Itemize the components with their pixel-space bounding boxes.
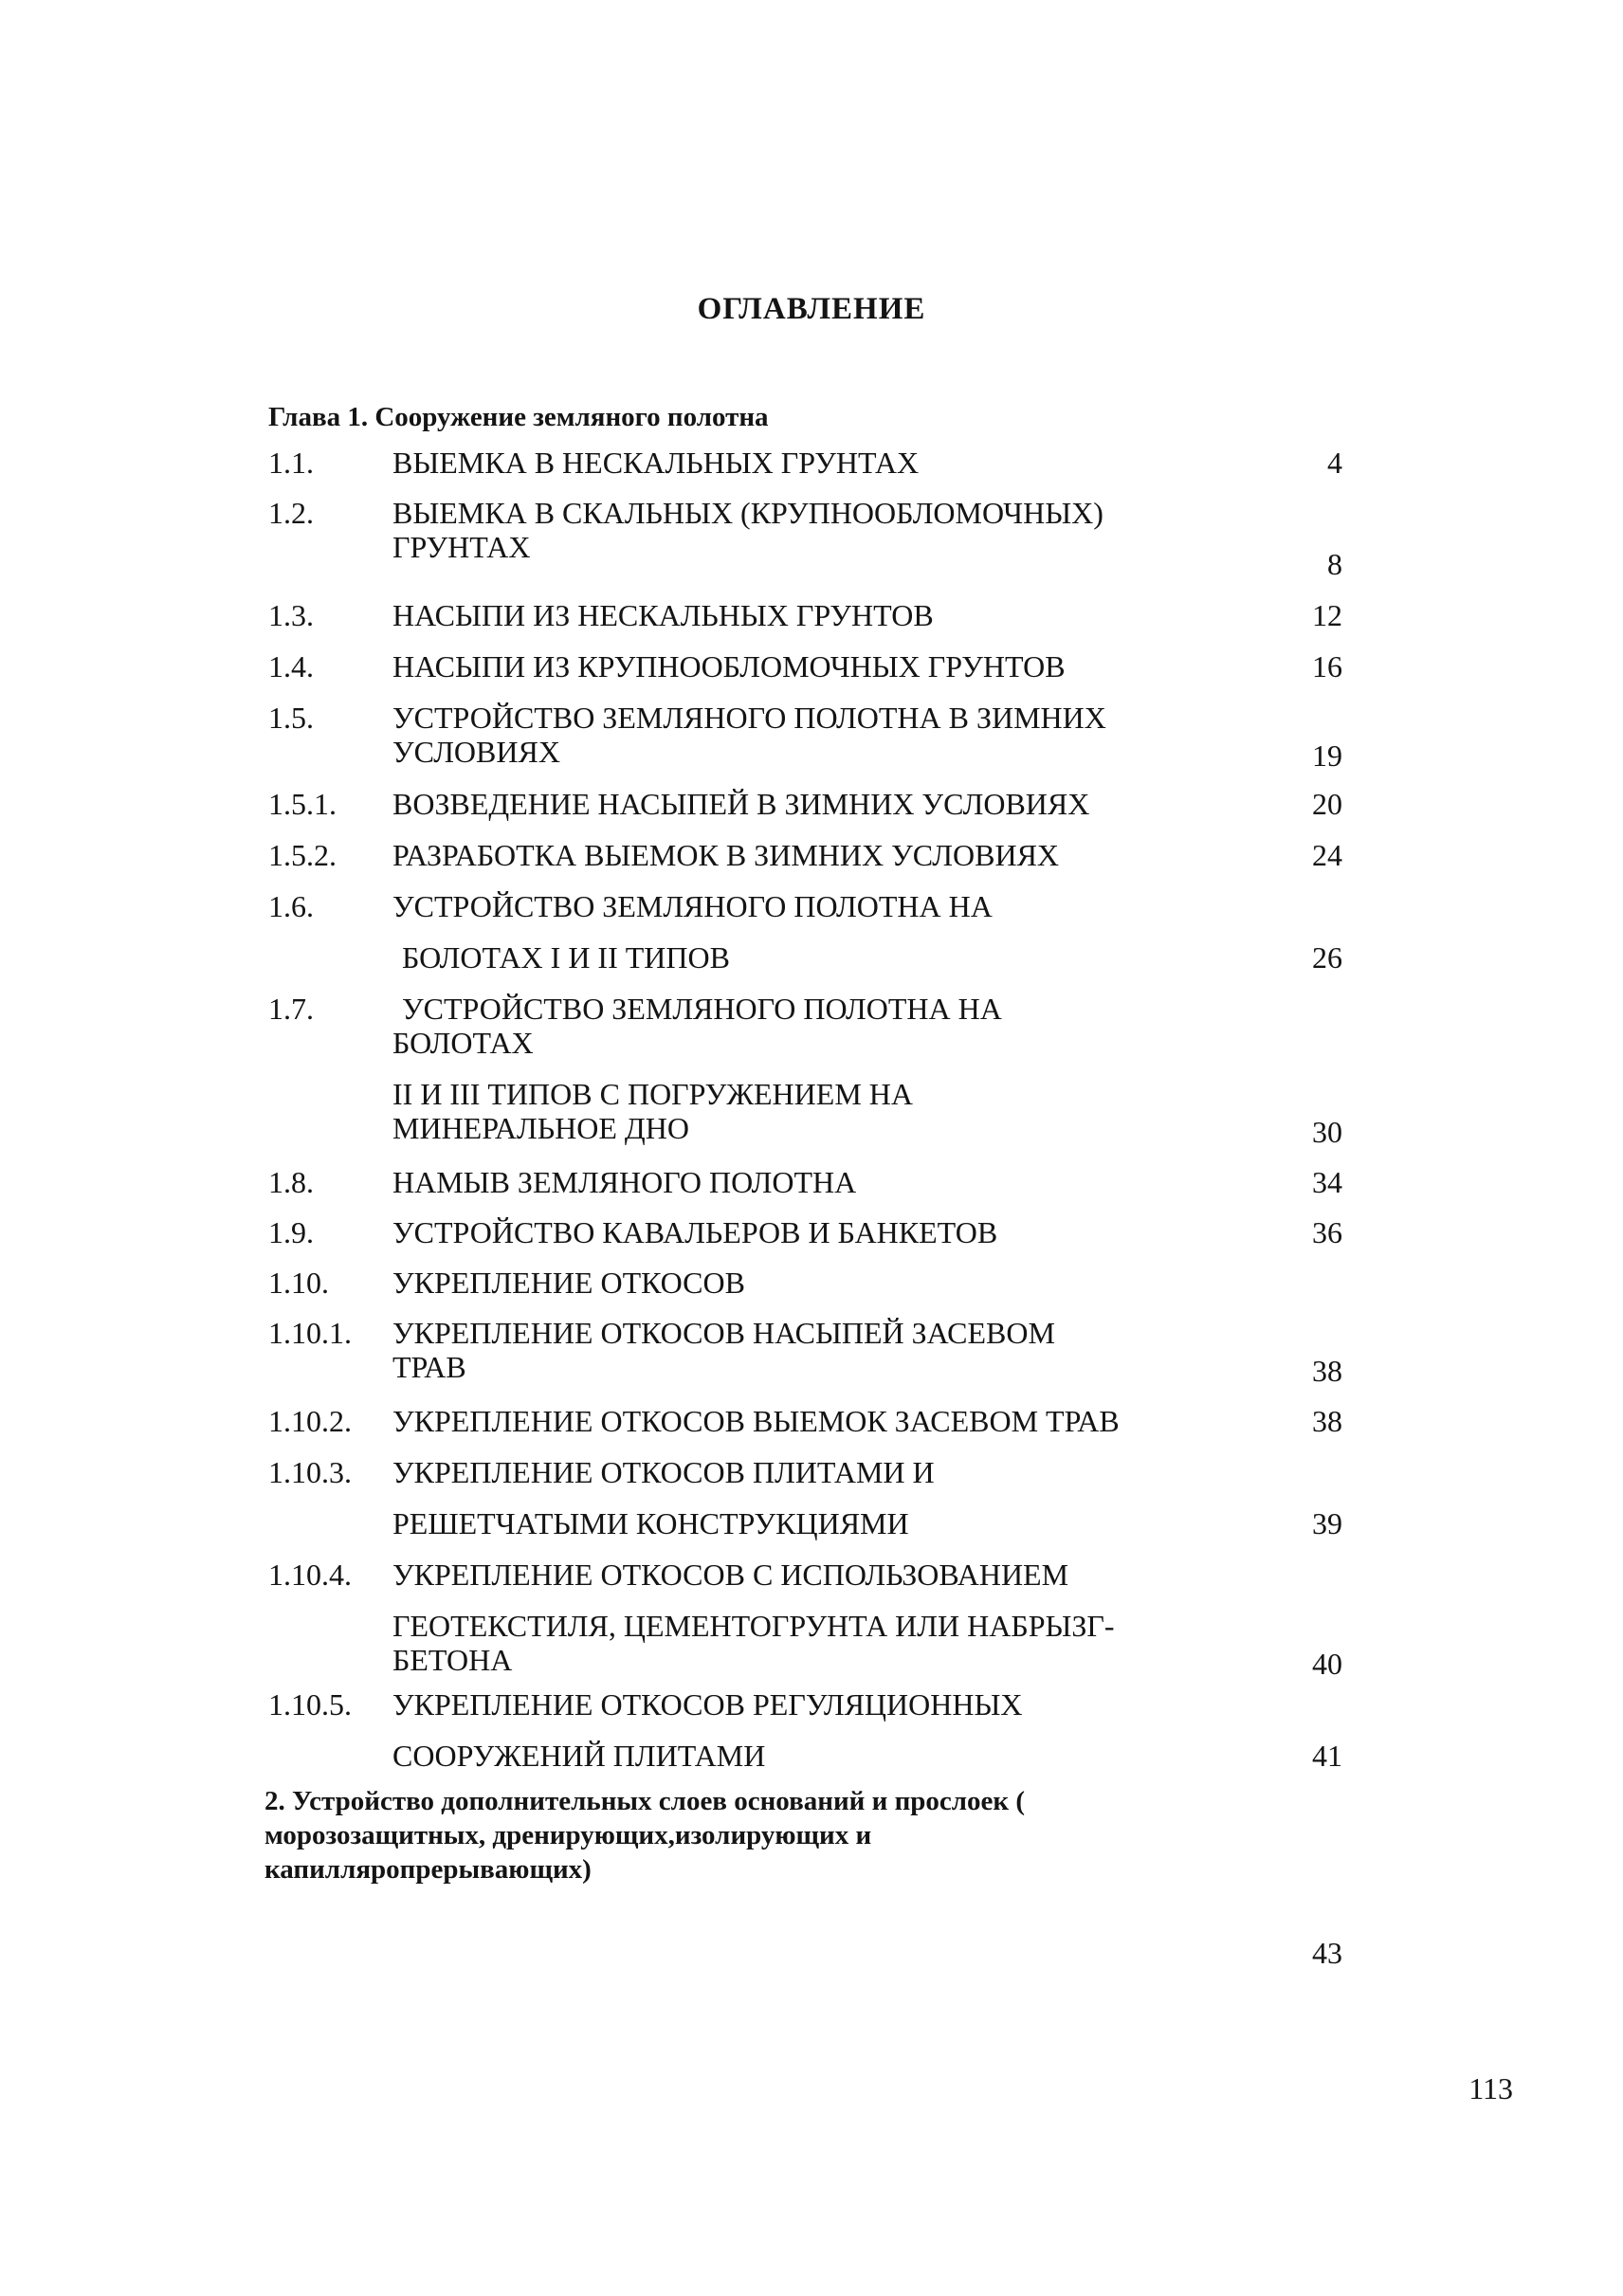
toc-entry-page: 8 bbox=[1327, 547, 1342, 581]
toc-entry-title: УКРЕПЛЕНИЕ ОТКОСОВ ПЛИТАМИ И bbox=[392, 1455, 935, 1489]
toc-entry-number: 1.10.4. bbox=[268, 1558, 352, 1592]
toc-entry-page: 38 bbox=[1312, 1354, 1342, 1388]
toc-entry-page: 36 bbox=[1312, 1215, 1342, 1249]
toc-entry-number: 1.5. bbox=[268, 701, 314, 735]
toc-entry-title: УКРЕПЛЕНИЕ ОТКОСОВ НАСЫПЕЙ ЗАСЕВОМ ТРАВ bbox=[392, 1316, 1055, 1384]
toc-entry-number: 1.10. bbox=[268, 1266, 329, 1300]
toc-entry-number: 1.4. bbox=[268, 649, 314, 683]
toc-entry-title: РАЗРАБОТКА ВЫЕМОК В ЗИМНИХ УСЛОВИЯХ bbox=[392, 838, 1060, 872]
toc-entry-number: 1.3. bbox=[268, 598, 314, 632]
toc-entry-title: НАСЫПИ ИЗ НЕСКАЛЬНЫХ ГРУНТОВ bbox=[392, 598, 934, 632]
toc-entry-number: 1.8. bbox=[268, 1165, 314, 1199]
toc-entry-page: 38 bbox=[1312, 1404, 1342, 1438]
chapter-1-heading: Глава 1. Сооружение земляного полотна bbox=[268, 402, 769, 432]
toc-entry-page: 19 bbox=[1312, 738, 1342, 773]
toc-entry-page: 34 bbox=[1312, 1165, 1342, 1199]
toc-entry-page: 40 bbox=[1312, 1647, 1342, 1681]
toc-entry-number: 1.10.2. bbox=[268, 1404, 352, 1438]
toc-entry-number: 1.1. bbox=[268, 446, 314, 480]
toc-entry-title-continuation: ГЕОТЕКСТИЛЯ, ЦЕМЕНТОГРУНТА ИЛИ НАБРЫЗГ-БЕТОНА bbox=[392, 1609, 1115, 1677]
toc-entry-number: 1.7. bbox=[268, 992, 314, 1026]
toc-entry-title: ВОЗВЕДЕНИЕ НАСЫПЕЙ В ЗИМНИХ УСЛОВИЯХ bbox=[392, 787, 1090, 821]
toc-entry-page: 4 bbox=[1327, 446, 1342, 480]
toc-entry-title: УСТРОЙСТВО КАВАЛЬЕРОВ И БАНКЕТОВ bbox=[392, 1215, 998, 1249]
toc-entry-number: 1.5.2. bbox=[268, 838, 337, 872]
toc-entry-title-continuation: РЕШЕТЧАТЫМИ КОНСТРУКЦИЯМИ bbox=[392, 1506, 909, 1540]
toc-entry-title-continuation: БОЛОТАХ I И II ТИПОВ bbox=[402, 940, 730, 975]
toc-entry-number: 1.10.1. bbox=[268, 1316, 352, 1350]
toc-entry-number: 1.9. bbox=[268, 1215, 314, 1249]
toc-entry-page: 41 bbox=[1312, 1739, 1342, 1773]
toc-entry-title: УСТРОЙСТВО ЗЕМЛЯНОГО ПОЛОТНА НА БОЛОТАХ bbox=[392, 992, 1002, 1060]
toc-entry-page: 20 bbox=[1312, 787, 1342, 821]
toc-entry-number: 1.2. bbox=[268, 496, 314, 530]
toc-entry-page: 39 bbox=[1312, 1506, 1342, 1540]
toc-entry-title-continuation: II И III ТИПОВ С ПОГРУЖЕНИЕМ НА МИНЕРАЛЬНОЕ ДНО bbox=[392, 1077, 913, 1145]
toc-entry-title: УСТРОЙСТВО ЗЕМЛЯНОГО ПОЛОТНА НА bbox=[392, 889, 993, 923]
toc-entry-title: УКРЕПЛЕНИЕ ОТКОСОВ ВЫЕМОК ЗАСЕВОМ ТРАВ bbox=[392, 1404, 1120, 1438]
toc-entry-title: НАСЫПИ ИЗ КРУПНООБЛОМОЧНЫХ ГРУНТОВ bbox=[392, 649, 1066, 683]
page-number: 113 bbox=[1468, 2071, 1513, 2105]
toc-entry-title: УКРЕПЛЕНИЕ ОТКОСОВ С ИСПОЛЬЗОВАНИЕМ bbox=[392, 1558, 1069, 1592]
section-2-heading: 2. Устройство дополнительных слоев оснований и прослоек ( морозозащитных, дренирующих,изолирующих и капилляропрерывающих) bbox=[264, 1786, 1026, 1885]
toc-entry-title: ВЫЕМКА В НЕСКАЛЬНЫХ ГРУНТАХ bbox=[392, 446, 920, 480]
toc-entry-page: 24 bbox=[1312, 838, 1342, 872]
toc-entry-page: 12 bbox=[1312, 598, 1342, 632]
toc-entry-title: ВЫЕМКА В СКАЛЬНЫХ (КРУПНООБЛОМОЧНЫХ) ГРУНТАХ bbox=[392, 496, 1103, 564]
toc-entry-title-continuation: СООРУЖЕНИЙ ПЛИТАМИ bbox=[392, 1739, 766, 1773]
toc-entry-title: НАМЫВ ЗЕМЛЯНОГО ПОЛОТНА bbox=[392, 1165, 857, 1199]
toc-entry-title: УКРЕПЛЕНИЕ ОТКОСОВ bbox=[392, 1266, 745, 1300]
toc-entry-number: 1.5.1. bbox=[268, 787, 337, 821]
toc-entry-number: 1.6. bbox=[268, 889, 314, 923]
section-2-page: 43 bbox=[1312, 1936, 1342, 1970]
toc-entry-title: УСТРОЙСТВО ЗЕМЛЯНОГО ПОЛОТНА В ЗИМНИХ УСЛОВИЯХ bbox=[392, 701, 1106, 769]
page-title: ОГЛАВЛЕНИЕ bbox=[697, 292, 926, 326]
toc-entry-number: 1.10.3. bbox=[268, 1455, 352, 1489]
toc-entry-page: 30 bbox=[1312, 1115, 1342, 1149]
toc-entry-page: 26 bbox=[1312, 940, 1342, 975]
toc-entry-page: 16 bbox=[1312, 649, 1342, 683]
toc-entry-title: УКРЕПЛЕНИЕ ОТКОСОВ РЕГУЛЯЦИОННЫХ bbox=[392, 1687, 1023, 1722]
toc-entry-number: 1.10.5. bbox=[268, 1687, 352, 1722]
